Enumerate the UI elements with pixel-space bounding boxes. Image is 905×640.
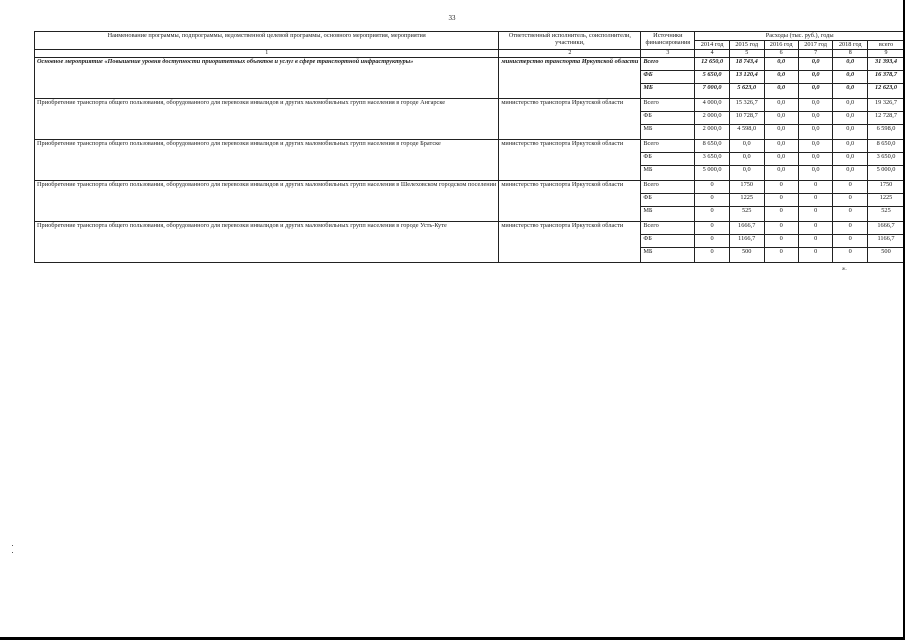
column-number: 2 (499, 50, 641, 58)
expense-value: 0,0 (833, 125, 868, 140)
expense-value: 0,0 (764, 84, 798, 99)
expense-value: 500 (729, 248, 764, 263)
expense-value: 0 (798, 194, 833, 207)
column-number: 1 (35, 50, 499, 58)
expense-value: 0 (764, 222, 798, 235)
expense-value: 10 728,7 (729, 112, 764, 125)
expense-total: 5 000,0 (868, 166, 905, 181)
expense-value: 5 000,0 (695, 166, 730, 181)
expense-value: 18 743,4 (729, 58, 764, 71)
expense-value: 0,0 (833, 112, 868, 125)
funding-source: ФБ (641, 194, 695, 207)
expense-total: 3 650,0 (868, 153, 905, 166)
expense-value: 0,0 (798, 166, 833, 181)
responsible-executor: министерство транспорта Иркутской области (499, 181, 641, 222)
expense-value: 0 (833, 194, 868, 207)
expense-value: 0,0 (798, 153, 833, 166)
expense-value: 0 (764, 181, 798, 194)
header-name: Наименование программы, подпрограммы, ведомственной целевой программы, основного мероприятия, мероприятия (35, 32, 499, 50)
responsible-executor: министерство транспорта Иркутской области (499, 140, 641, 181)
page-number: 33 (448, 14, 456, 22)
expense-value: 0,0 (833, 166, 868, 181)
activity-name: Приобретение транспорта общего пользования, оборудованного для перевозки инвалидов и других маломобильных групп населения в городе Усть-Куте (35, 222, 499, 263)
expense-value: 0 (833, 248, 868, 263)
expense-total: 525 (868, 207, 905, 222)
expense-value: 0 (695, 194, 730, 207)
expense-value: 0,0 (764, 112, 798, 125)
column-number: 8 (833, 50, 868, 58)
header-year: 2016 год (764, 41, 798, 50)
header-source: Источники финансирования (641, 32, 695, 50)
expense-value: 7 000,0 (695, 84, 730, 99)
expense-value: 1750 (729, 181, 764, 194)
expense-value: 1166,7 (729, 235, 764, 248)
expense-value: 0,0 (833, 58, 868, 71)
funding-source: МБ (641, 166, 695, 181)
expense-value: 0 (833, 222, 868, 235)
expense-value: 0,0 (833, 153, 868, 166)
expense-value: 0,0 (729, 166, 764, 181)
expense-value: 0,0 (764, 125, 798, 140)
expense-value: 0 (695, 235, 730, 248)
expense-value: 0 (833, 207, 868, 222)
table-row (35, 99, 905, 112)
expense-value: 0,0 (798, 84, 833, 99)
responsible-executor: министерство транспорта Иркутской области (499, 58, 641, 99)
expense-value: 5 650,0 (695, 71, 730, 84)
expense-value: 0,0 (798, 112, 833, 125)
column-number: 9 (868, 50, 905, 58)
funding-source: Всего (641, 181, 695, 194)
expense-value: 525 (729, 207, 764, 222)
expense-total: 1666,7 (868, 222, 905, 235)
expense-value: 0 (764, 248, 798, 263)
header-total: всего (868, 41, 905, 50)
activity-name: Приобретение транспорта общего пользования, оборудованного для перевозки инвалидов и других маломобильных групп населения в Шелеховском городском поселении (35, 181, 499, 222)
expense-value: 0 (695, 248, 730, 263)
expense-value: 5 623,0 (729, 84, 764, 99)
expense-value: 0,0 (764, 71, 798, 84)
expense-total: 1750 (868, 181, 905, 194)
expense-total: 12 728,7 (868, 112, 905, 125)
expense-value: 0,0 (798, 125, 833, 140)
expense-value: 0,0 (833, 71, 868, 84)
expense-total: 16 378,7 (868, 71, 905, 84)
expense-value: 0 (833, 235, 868, 248)
expense-total: 1166,7 (868, 235, 905, 248)
expense-value: 1666,7 (729, 222, 764, 235)
column-number: 5 (729, 50, 764, 58)
expense-value: 0,0 (764, 153, 798, 166)
expense-value: 0,0 (729, 153, 764, 166)
funding-source: ФБ (641, 71, 695, 84)
expense-value: 0 (798, 248, 833, 263)
expense-value: 8 650,0 (695, 140, 730, 153)
expense-value: 0,0 (798, 58, 833, 71)
activity-name: Основное мероприятие «Повышение уровня доступности приоритетных объектов и услуг в сфере транспортной инфраструктуры» (35, 58, 499, 99)
expenditure-table (34, 31, 905, 263)
header-year: 2014 год (695, 41, 730, 50)
funding-source: Всего (641, 140, 695, 153)
column-number: 4 (695, 50, 730, 58)
expense-value: 1225 (729, 194, 764, 207)
expense-value: 2 000,0 (695, 112, 730, 125)
funding-source: Всего (641, 99, 695, 112)
table-row (35, 181, 905, 194)
scan-speck (12, 545, 13, 546)
expense-total: 1225 (868, 194, 905, 207)
expense-value: 3 650,0 (695, 153, 730, 166)
column-number: 7 (798, 50, 833, 58)
expense-total: 12 623,0 (868, 84, 905, 99)
column-number: 3 (641, 50, 695, 58)
margin-mark: ж. (842, 267, 847, 272)
table-row (35, 222, 905, 235)
expense-value: 15 326,7 (729, 99, 764, 112)
expense-value: 0 (764, 194, 798, 207)
expense-value: 0,0 (764, 58, 798, 71)
funding-source: МБ (641, 84, 695, 99)
column-number: 6 (764, 50, 798, 58)
header-row (35, 32, 905, 41)
expense-value: 0 (798, 207, 833, 222)
funding-source: МБ (641, 207, 695, 222)
expense-total: 19 326,7 (868, 99, 905, 112)
header-year: 2015 год (729, 41, 764, 50)
table-row (35, 58, 905, 71)
expense-value: 12 650,0 (695, 58, 730, 71)
expense-value: 0,0 (833, 84, 868, 99)
funding-source: ФБ (641, 153, 695, 166)
expense-value: 0,0 (764, 140, 798, 153)
expense-value: 0 (833, 181, 868, 194)
expense-value: 0,0 (729, 140, 764, 153)
expense-value: 0 (695, 222, 730, 235)
expense-value: 0 (798, 181, 833, 194)
expense-value: 0,0 (833, 99, 868, 112)
expense-total: 8 650,0 (868, 140, 905, 153)
expense-value: 0,0 (798, 140, 833, 153)
expense-value: 4 000,0 (695, 99, 730, 112)
funding-source: МБ (641, 125, 695, 140)
expense-value: 0 (695, 207, 730, 222)
expense-value: 0 (798, 235, 833, 248)
expense-value: 2 000,0 (695, 125, 730, 140)
header-year: 2017 год (798, 41, 833, 50)
header-expenses: Расходы (тыс. руб.), годы (695, 32, 905, 41)
expense-value: 0,0 (833, 140, 868, 153)
expense-value: 4 598,0 (729, 125, 764, 140)
expense-value: 0 (764, 207, 798, 222)
expense-value: 0,0 (764, 166, 798, 181)
header-year: 2018 год (833, 41, 868, 50)
table-row (35, 140, 905, 153)
funding-source: ФБ (641, 112, 695, 125)
expense-total: 31 393,4 (868, 58, 905, 71)
table-body (35, 58, 905, 263)
expense-value: 0 (695, 181, 730, 194)
expense-value: 0 (764, 235, 798, 248)
expense-total: 500 (868, 248, 905, 263)
scan-speck (12, 552, 13, 553)
responsible-executor: министерство транспорта Иркутской области (499, 222, 641, 263)
funding-source: МБ (641, 248, 695, 263)
funding-source: Всего (641, 58, 695, 71)
expense-value: 0 (798, 222, 833, 235)
expense-total: 6 598,0 (868, 125, 905, 140)
expense-value: 13 120,4 (729, 71, 764, 84)
responsible-executor: министерство транспорта Иркутской области (499, 99, 641, 140)
activity-name: Приобретение транспорта общего пользования, оборудованного для перевозки инвалидов и других маломобильных групп населения в городе Братске (35, 140, 499, 181)
expense-value: 0,0 (798, 99, 833, 112)
expense-value: 0,0 (798, 71, 833, 84)
expense-value: 0,0 (764, 99, 798, 112)
funding-source: ФБ (641, 235, 695, 248)
activity-name: Приобретение транспорта общего пользования, оборудованного для перевозки инвалидов и других маломобильных групп населения в городе Ангарске (35, 99, 499, 140)
funding-source: Всего (641, 222, 695, 235)
column-number-row (35, 50, 905, 58)
header-executor: Ответственный исполнитель, соисполнители, участники, (499, 32, 641, 50)
